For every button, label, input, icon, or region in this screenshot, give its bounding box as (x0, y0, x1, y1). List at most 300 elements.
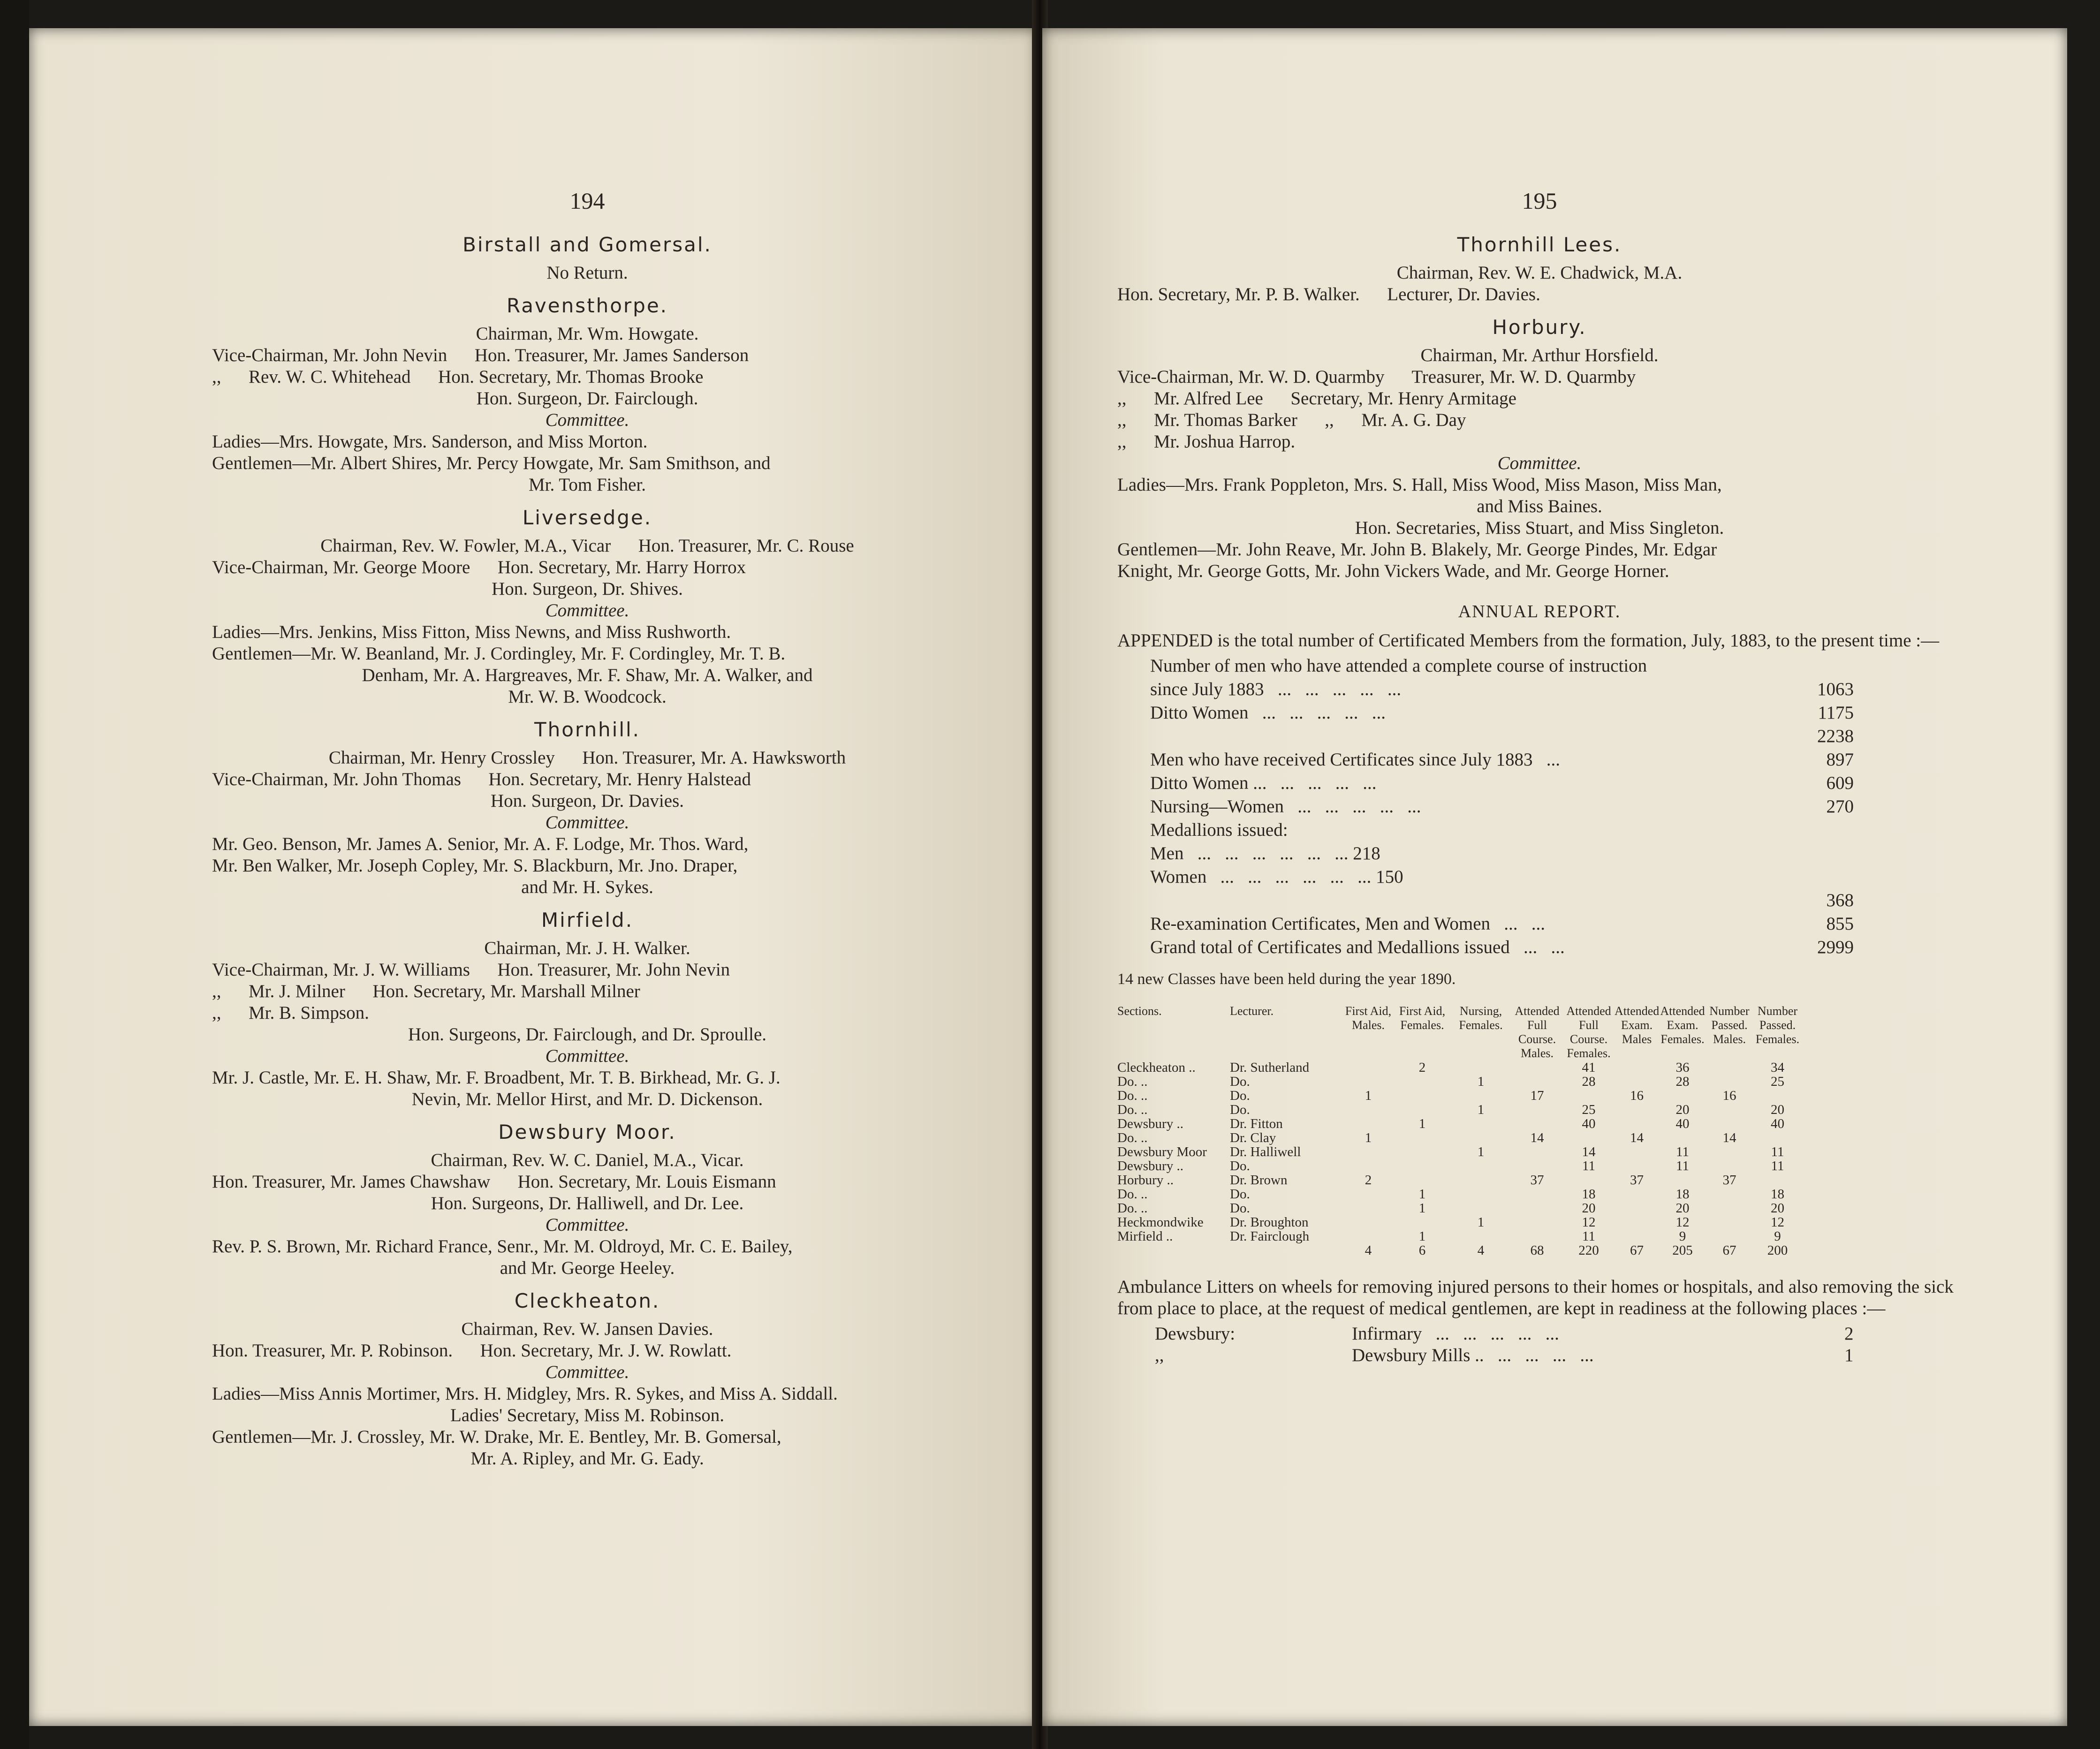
table-cell (1615, 1103, 1659, 1117)
table-cell: Dr. Broughton (1230, 1215, 1309, 1230)
report-line (1150, 772, 1854, 796)
section-line: Chairman, Rev. W. C. Daniel, M.A., Vicar. (431, 1150, 744, 1170)
section-line: Committee. (545, 410, 629, 430)
section-line: Gentlemen—Mr. J. Crossley, Mr. W. Drake, Mr. E. Bentley, Mr. B. Gomersal, (212, 1427, 781, 1447)
place-row (1117, 1323, 1962, 1345)
table-cell: 9 (1774, 1229, 1781, 1244)
table-cell: 20 (1675, 1102, 1690, 1117)
table-cell: Do. .. (1117, 1074, 1148, 1089)
report-line-value: 1175 (1818, 703, 1854, 723)
report-line-label: Ditto Women ... ... ... ... ... (1150, 703, 1386, 723)
table-cell: Dr. Clay (1230, 1130, 1276, 1145)
right-page (1042, 28, 2067, 1726)
report-line (1150, 749, 1854, 772)
table-cell: Do. .. (1117, 1088, 1148, 1103)
table-row (1117, 1117, 1962, 1131)
table-cell: Do. (1230, 1074, 1250, 1089)
section-line: Hon. Secretary, Mr. P. B. Walker. Lecturer, Dr. Davies. (1117, 284, 1540, 304)
table-cell: Cleckheaton .. (1117, 1060, 1196, 1075)
report-line-value: 855 (1826, 914, 1854, 934)
table-cell: Number Passed. Males. (1709, 1004, 1750, 1046)
section-line: Ladies—Mrs. Jenkins, Miss Fitton, Miss Newns, and Miss Rushworth. (212, 622, 731, 642)
table-cell (1450, 1187, 1511, 1201)
table-cell: 11 (1771, 1144, 1784, 1159)
table-cell: 200 (1767, 1243, 1788, 1258)
table-cell: 1 (1477, 1144, 1485, 1159)
table-cell: 12 (1675, 1215, 1690, 1230)
table-cell: Nursing, Females. (1459, 1004, 1503, 1032)
table-cell (1394, 1089, 1450, 1103)
table-cell: 11 (1582, 1158, 1595, 1174)
table-cell (1659, 1089, 1706, 1103)
table-cell: Dr. Fitton (1230, 1116, 1283, 1131)
table-row (1117, 1173, 1962, 1187)
table-cell: Dewsbury .. (1117, 1116, 1183, 1131)
table-cell: 14 (1722, 1130, 1736, 1145)
table-cell: Attended Full Course. Females. (1566, 1004, 1611, 1060)
table-cell (1511, 1103, 1563, 1117)
section-line: ,, Mr. Joshua Harrop. (1117, 432, 1296, 452)
table-cell (1615, 1159, 1659, 1173)
section-title: Horbury. (1492, 316, 1587, 339)
section-line: Mr. Tom Fisher. (528, 475, 646, 495)
table-cell (1450, 1173, 1511, 1187)
section-line: Chairman, Rev. W. Jansen Davies. (461, 1319, 713, 1339)
section-line: Vice-Chairman, Mr. John Thomas Hon. Secretary, Mr. Henry Halstead (212, 769, 751, 789)
report-line-value: 897 (1826, 750, 1854, 770)
table-cell: First Aid, Females. (1399, 1004, 1446, 1032)
section (212, 234, 963, 284)
table-row (1117, 1089, 1962, 1103)
table-cell: 9 (1679, 1229, 1686, 1244)
section-title: Mirfield. (541, 909, 634, 931)
table-cell (1450, 1159, 1511, 1173)
report-line (1150, 913, 1854, 937)
table-cell: 1 (1418, 1116, 1426, 1131)
table-cell (1706, 1201, 1753, 1215)
table-cell: 205 (1672, 1243, 1693, 1258)
section (212, 507, 963, 708)
table-cell: 41 (1582, 1060, 1596, 1075)
table-cell (1511, 1229, 1563, 1243)
section-line: Hon. Treasurer, Mr. James Chawshaw Hon. Secretary, Mr. Louis Eismann (212, 1172, 776, 1192)
table-cell: 18 (1582, 1187, 1596, 1202)
section (212, 1121, 963, 1279)
section (1117, 234, 1962, 305)
table-cell: 17 (1530, 1088, 1544, 1103)
section-line: Committee. (545, 600, 629, 621)
table-row (1117, 1201, 1962, 1215)
report-line-label: Nursing—Women ... ... ... ... ... (1150, 796, 1421, 817)
place-count: 2 (1844, 1324, 1854, 1344)
section-line: ,, Mr. Alfred Lee Secretary, Mr. Henry Armitage (1117, 388, 1516, 409)
table-cell: 14 (1530, 1130, 1544, 1145)
table-cell: 1 (1365, 1130, 1372, 1145)
table-cell: 36 (1675, 1060, 1690, 1075)
table-row (1117, 1187, 1962, 1201)
table-cell: 18 (1675, 1187, 1690, 1202)
table-cell (1706, 1103, 1753, 1117)
table-cell (1117, 1243, 1230, 1257)
table-row (1117, 1075, 1962, 1089)
section-line: Mr. J. Castle, Mr. E. H. Shaw, Mr. F. Broadbent, Mr. T. B. Birkhead, Mr. G. J. (212, 1068, 781, 1088)
section-line: Ladies—Mrs. Frank Poppleton, Mrs. S. Hall, Miss Wood, Miss Mason, Miss Man, (1117, 475, 1722, 495)
table-cell: 25 (1582, 1102, 1596, 1117)
table-cell: Attended Exam. Females. (1660, 1004, 1705, 1046)
table-totals-row (1117, 1243, 1962, 1257)
table-cell (1450, 1229, 1511, 1243)
table-cell: Mirfield .. (1117, 1229, 1173, 1244)
table-cell (1706, 1229, 1753, 1243)
section-title: Birstall and Gomersal. (462, 233, 712, 256)
table-cell: First Aid, Males. (1345, 1004, 1392, 1032)
table-cell: 4 (1477, 1243, 1485, 1258)
section-line: Vice-Chairman, Mr. W. D. Quarmby Treasurer, Mr. W. D. Quarmby (1117, 367, 1636, 387)
report-line (1150, 679, 1854, 702)
section-line: Chairman, Rev. W. E. Chadwick, M.A. (1396, 263, 1683, 283)
place-town: ,, (1155, 1345, 1164, 1365)
section-line: Rev. P. S. Brown, Mr. Richard France, Senr., Mr. M. Oldroyd, Mr. C. E. Bailey, (212, 1236, 793, 1257)
section (212, 1290, 963, 1469)
classes-table (1117, 1004, 1962, 1257)
section-line: Chairman, Mr. J. H. Walker. (484, 938, 690, 958)
table-cell: 16 (1630, 1088, 1644, 1103)
table-cell: 2 (1365, 1173, 1372, 1188)
section-line: No Return. (546, 263, 628, 283)
table-cell (1706, 1187, 1753, 1201)
table-cell (1511, 1075, 1563, 1089)
table-cell: 16 (1722, 1088, 1736, 1103)
section-line: Gentlemen—Mr. W. Beanland, Mr. J. Cordingley, Mr. F. Cordingley, Mr. T. B. (212, 644, 786, 664)
section-line: Chairman, Rev. W. Fowler, M.A., Vicar Hon. Treasurer, Mr. C. Rouse (320, 536, 854, 556)
table-cell: Sections. (1117, 1004, 1162, 1018)
section-line: ,, Rev. W. C. Whitehead Hon. Secretary, Mr. Thomas Brooke (212, 367, 704, 387)
left-column (212, 190, 963, 1469)
section-line: Denham, Mr. A. Hargreaves, Mr. F. Shaw, Mr. A. Walker, and (362, 665, 813, 685)
table-cell: 28 (1582, 1074, 1596, 1089)
table-cell: 1 (1418, 1187, 1426, 1202)
table-cell (1342, 1117, 1394, 1131)
page-number: 195 (1522, 188, 1557, 214)
table-cell: 18 (1771, 1187, 1784, 1202)
table-cell (1394, 1103, 1450, 1117)
table-cell: 68 (1530, 1243, 1544, 1258)
table-cell: Attended Full Course. Males. (1515, 1004, 1560, 1060)
section-line: Ladies—Miss Annis Mortimer, Mrs. H. Midgley, Mrs. R. Sykes, and Miss A. Siddall. (212, 1384, 838, 1404)
table-cell (1394, 1075, 1450, 1089)
table-cell: 40 (1675, 1116, 1690, 1131)
table-cell (1342, 1145, 1394, 1159)
section-line: Hon. Surgeon, Dr. Fairclough. (476, 388, 698, 409)
section-line: Hon. Surgeons, Dr. Fairclough, and Dr. Sproulle. (408, 1024, 767, 1045)
section-line: Ladies' Secretary, Miss M. Robinson. (450, 1405, 724, 1425)
table-cell (1450, 1201, 1511, 1215)
table-cell: Horbury .. (1117, 1173, 1174, 1188)
place-name: Infirmary ... ... ... ... ... (1352, 1324, 1559, 1344)
table-cell (1511, 1215, 1563, 1229)
table-cell: 40 (1582, 1116, 1596, 1131)
table-cell (1615, 1201, 1659, 1215)
table-cell (1511, 1145, 1563, 1159)
section-title: Thornhill Lees. (1457, 233, 1622, 256)
section-line: Committee. (545, 812, 629, 833)
section (212, 295, 963, 496)
report-line (1150, 819, 1854, 843)
table-cell: 25 (1771, 1074, 1784, 1089)
left-page (29, 28, 1038, 1726)
table-cell: 67 (1630, 1243, 1644, 1258)
right-sections (1117, 234, 1962, 582)
report-line-label: Number of men who have attended a complete course of instruction (1150, 656, 1647, 676)
report-line-value: 1063 (1817, 679, 1854, 699)
table-cell (1394, 1145, 1450, 1159)
ambulance-places (1117, 1323, 1962, 1366)
section-line: Gentlemen—Mr. Albert Shires, Mr. Percy Howgate, Mr. Sam Smithson, and (212, 453, 771, 473)
table-cell: 1 (1418, 1229, 1426, 1244)
section-line: Ladies—Mrs. Howgate, Mrs. Sanderson, and Miss Morton. (212, 432, 648, 452)
section-line: ,, Mr. J. Milner Hon. Secretary, Mr. Marshall Milner (212, 981, 640, 1001)
report-line (1150, 655, 1854, 679)
report-line-value: 270 (1826, 796, 1854, 817)
right-column (1117, 190, 1962, 1366)
table-cell: 11 (1676, 1144, 1689, 1159)
section-line: Knight, Mr. George Gotts, Mr. John Vickers Wade, and Mr. George Horner. (1117, 561, 1669, 581)
section (212, 909, 963, 1110)
table-cell: Do. (1230, 1201, 1250, 1216)
section-line: Committee. (545, 1215, 629, 1235)
table-row (1117, 1215, 1962, 1229)
table-cell: Do. .. (1117, 1187, 1148, 1202)
table-cell: Dr. Brown (1230, 1173, 1288, 1188)
section-line: ,, Mr. Thomas Barker ,, Mr. A. G. Day (1117, 410, 1466, 430)
section-line: Hon. Surgeon, Dr. Shives. (492, 579, 683, 599)
report-line (1150, 702, 1854, 726)
section-line: Hon. Surgeon, Dr. Davies. (491, 791, 684, 811)
table-cell (1394, 1131, 1450, 1145)
table-row (1117, 1229, 1962, 1243)
section-line: Chairman, Mr. Arthur Horsfield. (1420, 345, 1659, 365)
place-count: 1 (1844, 1345, 1854, 1365)
table-cell: 12 (1582, 1215, 1596, 1230)
section-line: and Miss Baines. (1477, 496, 1602, 516)
section (1117, 317, 1962, 582)
table-cell (1342, 1187, 1394, 1201)
table-cell (1753, 1131, 1802, 1145)
report-line-label: Men ... ... ... ... ... ... 218 (1150, 843, 1380, 863)
table-cell (1706, 1060, 1753, 1075)
table-cell: 67 (1722, 1243, 1736, 1258)
table-cell: 20 (1771, 1201, 1784, 1216)
table-row (1117, 1145, 1962, 1159)
table-cell (1706, 1159, 1753, 1173)
report-line-label: Men who have received Certificates since July 1883 ... (1150, 750, 1560, 770)
table-header (1117, 1004, 1962, 1060)
table-row (1117, 1131, 1962, 1145)
table-cell (1342, 1215, 1394, 1229)
report-line (1150, 866, 1854, 890)
left-sections (212, 234, 963, 1469)
section-line: Mr. W. B. Woodcock. (508, 687, 667, 707)
place-row (1117, 1345, 1962, 1366)
section-title: Cleckheaton. (514, 1289, 660, 1312)
section-line: Committee. (1497, 453, 1582, 473)
table-cell (1450, 1060, 1511, 1075)
table-cell: Number Passed. Females. (1755, 1004, 1800, 1046)
place-name: Dewsbury Mills .. ... ... ... ... (1352, 1345, 1594, 1365)
table-cell: 14 (1630, 1130, 1644, 1145)
table-cell (1450, 1089, 1511, 1103)
section-line: Hon. Treasurer, Mr. P. Robinson. Hon. Secretary, Mr. J. W. Rowlatt. (212, 1340, 732, 1361)
section-line: Committee. (545, 1046, 629, 1066)
table-cell (1753, 1089, 1802, 1103)
table-cell: 220 (1578, 1243, 1599, 1258)
table-cell: 20 (1582, 1201, 1596, 1216)
table-cell: 2 (1418, 1060, 1426, 1075)
table-cell: 1 (1477, 1102, 1485, 1117)
table-cell: Dr. Fairclough (1230, 1229, 1310, 1244)
report-line (1150, 843, 1854, 866)
section-line: ,, Mr. B. Simpson. (212, 1003, 369, 1023)
table-cell: 14 (1582, 1144, 1596, 1159)
table-cell: 20 (1675, 1201, 1690, 1216)
table-row (1117, 1103, 1962, 1117)
table-cell (1563, 1173, 1615, 1187)
table-cell (1659, 1173, 1706, 1187)
ruler-strip (0, 0, 29, 1749)
table-cell (1706, 1215, 1753, 1229)
section-line: and Mr. George Heeley. (500, 1258, 675, 1278)
report-line-value: 2999 (1817, 937, 1854, 957)
table-cell: Dewsbury Moor (1117, 1144, 1207, 1159)
table-cell (1706, 1145, 1753, 1159)
place-town: Dewsbury: (1155, 1324, 1236, 1344)
table-cell (1342, 1201, 1394, 1215)
section-line: Chairman, Mr. Wm. Howgate. (476, 324, 699, 344)
section-line: Vice-Chairman, Mr. George Moore Hon. Secretary, Mr. Harry Horrox (212, 557, 746, 577)
section (212, 719, 963, 898)
section-line: Mr. Geo. Benson, Mr. James A. Senior, Mr. A. F. Lodge, Mr. Thos. Ward, (212, 834, 749, 854)
table-cell (1342, 1060, 1394, 1075)
table-cell: Do. (1230, 1102, 1250, 1117)
table-cell: 11 (1771, 1158, 1784, 1174)
table-cell: Heckmondwike (1117, 1215, 1204, 1230)
table-cell: Do. (1230, 1158, 1250, 1174)
table-cell (1706, 1117, 1753, 1131)
table-cell (1450, 1131, 1511, 1145)
table-cell: 37 (1530, 1173, 1544, 1188)
report-line-value: 368 (1826, 890, 1854, 910)
table-cell: Dr. Sutherland (1230, 1060, 1310, 1075)
table-cell: Lecturer. (1230, 1004, 1274, 1018)
table-cell: Dr. Halliwell (1230, 1144, 1301, 1159)
table-cell (1563, 1131, 1615, 1145)
classes-note: 14 new Classes have been held during the year 1890. (1117, 970, 1456, 988)
table-cell: Do. (1230, 1187, 1250, 1202)
table-cell (1511, 1117, 1563, 1131)
table-cell (1615, 1215, 1659, 1229)
table-cell (1230, 1243, 1342, 1257)
report-line-value: 609 (1826, 773, 1854, 793)
table-cell (1615, 1075, 1659, 1089)
table-cell (1394, 1159, 1450, 1173)
table-cell: Do. (1230, 1088, 1250, 1103)
section-line: Chairman, Mr. Henry Crossley Hon. Treasurer, Mr. A. Hawksworth (328, 748, 846, 768)
table-cell (1511, 1201, 1563, 1215)
section-line: Gentlemen—Mr. John Reave, Mr. John B. Blakely, Mr. George Pindes, Mr. Edgar (1117, 539, 1717, 560)
report-line (1150, 726, 1854, 749)
table-cell (1615, 1229, 1659, 1243)
table-cell (1394, 1173, 1450, 1187)
section-title: Dewsbury Moor. (498, 1121, 676, 1143)
table-cell: 6 (1418, 1243, 1426, 1258)
table-cell: 11 (1582, 1229, 1595, 1244)
table-cell: Do. .. (1117, 1102, 1148, 1117)
table-cell (1342, 1159, 1394, 1173)
table-cell: Dewsbury .. (1117, 1158, 1183, 1174)
table-cell (1615, 1060, 1659, 1075)
table-cell (1342, 1075, 1394, 1089)
table-cell (1342, 1103, 1394, 1117)
table-cell: 1 (1365, 1088, 1372, 1103)
section-line: Committee. (545, 1362, 629, 1382)
section-title: Thornhill. (534, 718, 641, 741)
table-cell (1511, 1060, 1563, 1075)
table-cell (1615, 1117, 1659, 1131)
table-cell: Do. .. (1117, 1201, 1148, 1216)
section-line: Hon. Surgeons, Dr. Halliwell, and Dr. Lee. (431, 1193, 744, 1213)
table-cell: Do. .. (1117, 1130, 1148, 1145)
table-cell (1563, 1089, 1615, 1103)
table-cell: Attended Exam. Males (1615, 1004, 1660, 1046)
section-line: Mr. A. Ripley, and Mr. G. Eady. (470, 1448, 704, 1469)
table-cell (1450, 1117, 1511, 1131)
report-line-label: since July 1883 ... ... ... ... ... (1150, 679, 1402, 699)
table-cell (1394, 1215, 1450, 1229)
table-cell: 37 (1630, 1173, 1644, 1188)
report-lines (1150, 655, 1854, 960)
section-line: Nevin, Mr. Mellor Hirst, and Mr. D. Dickenson. (411, 1089, 763, 1109)
report-intro: APPENDED is the total number of Certificated Members from the formation, July, 1883, to the present time :— (1117, 630, 1940, 651)
table-cell: 20 (1771, 1102, 1784, 1117)
table-cell: 11 (1676, 1158, 1689, 1174)
section-title: Liversedge. (522, 506, 652, 529)
table-cell (1511, 1187, 1563, 1201)
table-cell: 12 (1771, 1215, 1784, 1230)
table-cell: 1 (1477, 1215, 1485, 1230)
section-line: Mr. Ben Walker, Mr. Joseph Copley, Mr. S. Blackburn, Mr. Jno. Draper, (212, 856, 738, 876)
table-row (1117, 1159, 1962, 1173)
section-title: Ravensthorpe. (506, 294, 668, 317)
section-line: Vice-Chairman, Mr. J. W. Williams Hon. Treasurer, Mr. John Nevin (212, 960, 730, 980)
section-line: Vice-Chairman, Mr. John Nevin Hon. Treasurer, Mr. James Sanderson (212, 345, 749, 365)
section-line: Hon. Secretaries, Miss Stuart, and Miss Singleton. (1355, 518, 1724, 538)
table-cell: 37 (1722, 1173, 1736, 1188)
ambulance-text: Ambulance Litters on wheels for removing injured persons to their homes or hospitals, and also removing the sick from place to place, at the request of medical gentlemen, are kept in readiness at the following places :— (1117, 1277, 1954, 1318)
report-line-label: Women ... ... ... ... ... ... 150 (1150, 867, 1403, 887)
table-cell: 28 (1675, 1074, 1690, 1089)
table-cell (1615, 1187, 1659, 1201)
table-cell: 4 (1365, 1243, 1372, 1258)
report-line-value: 2238 (1817, 726, 1854, 746)
table-cell (1511, 1159, 1563, 1173)
table-row (1117, 1060, 1962, 1075)
table-cell (1706, 1075, 1753, 1089)
section-line: and Mr. H. Sykes. (521, 877, 653, 897)
report-line-label: Ditto Women ... ... ... ... ... (1150, 773, 1377, 793)
report-line-label: Medallions issued: (1150, 820, 1288, 840)
report-line (1150, 890, 1854, 913)
table-cell: 34 (1771, 1060, 1784, 1075)
